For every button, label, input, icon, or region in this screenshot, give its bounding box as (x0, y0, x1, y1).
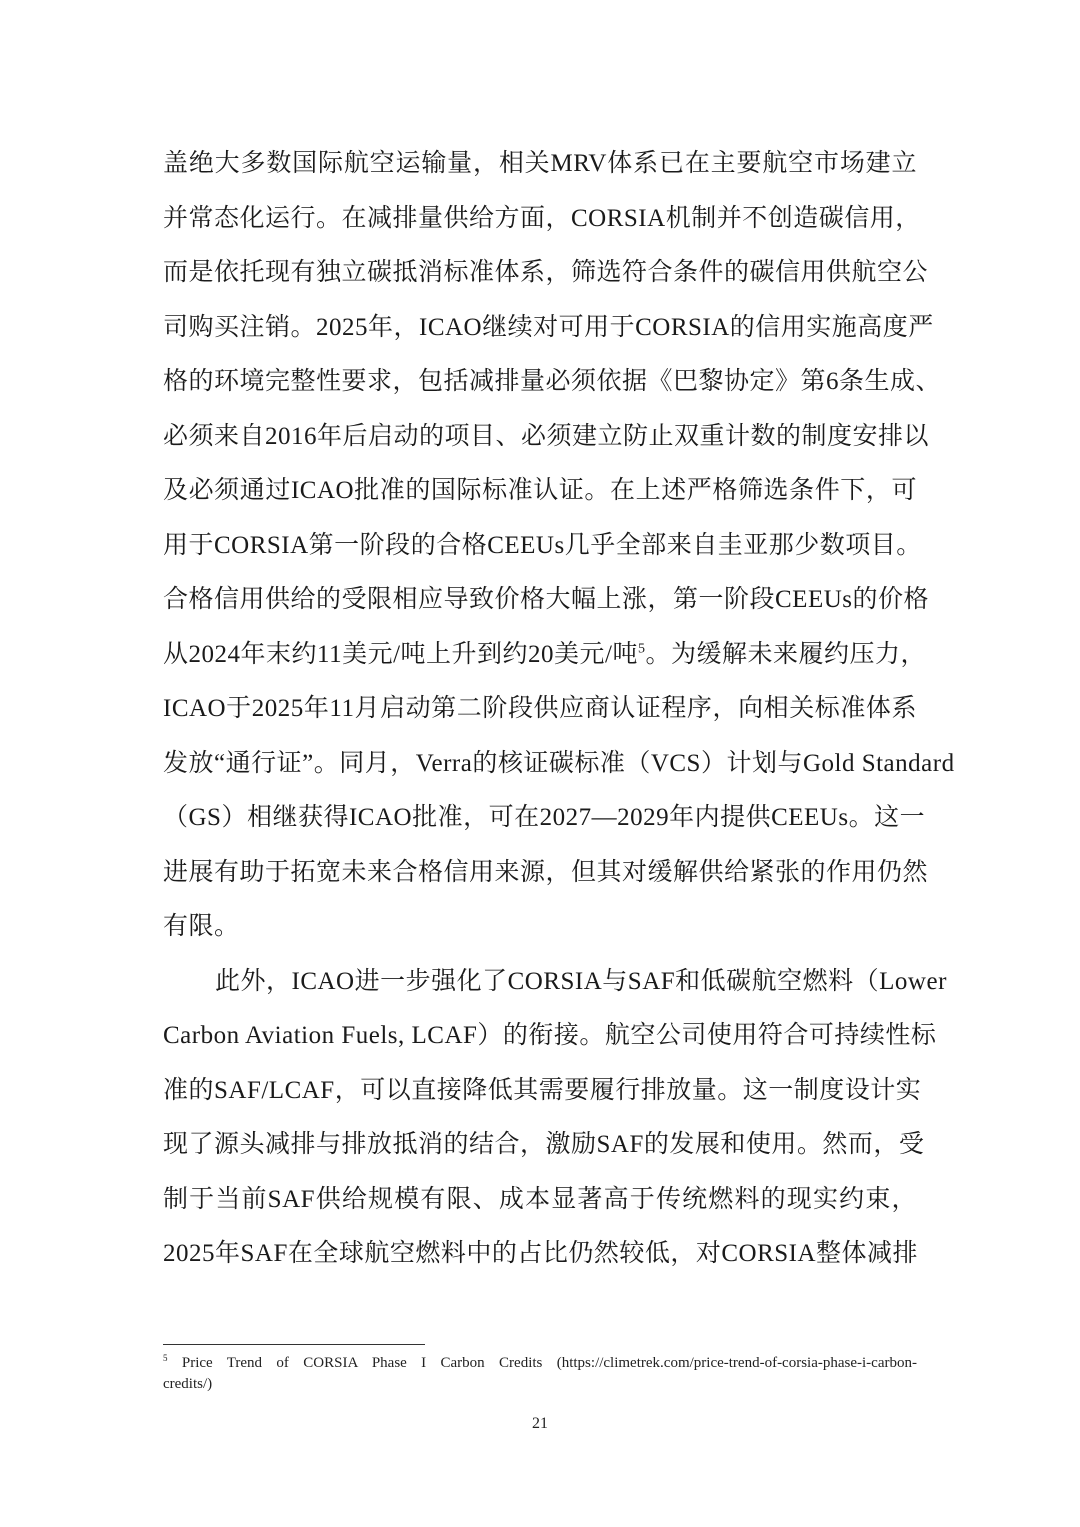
text-line: 司购买注销。2025年，ICAO继续对可用于CORSIA的信用实施高度严 (163, 313, 934, 341)
text-line: 进展有助于拓宽未来合格信用来源，但其对缓解供给紧张的作用仍然 (163, 858, 929, 886)
text-line: 及必须通过ICAO批准的国际标准认证。在上述严格筛选条件下，可 (163, 477, 917, 504)
footnote-reference[interactable]: 5 (637, 641, 646, 657)
footnote-text[interactable]: Price Trend of CORSIA Phase I Carbon Credits (https://climetrek.com/price-trend-of-corsia-phase-i-carbon- (181, 1355, 917, 1371)
body-text (163, 137, 955, 1282)
text-segment: 。为缓解未来履约压力， (645, 640, 926, 668)
text-line: 用于CORSIA第一阶段的合格CEEUs几乎全部来自圭亚那少数项目。 (163, 531, 922, 559)
paragraph-1 (163, 137, 955, 955)
footnote-mark: 5 (163, 1353, 168, 1363)
text-line: 2025年SAF在全球航空燃料中的占比仍然较低，对CORSIA整体减排 (163, 1240, 919, 1267)
text-line-with-footnote-ref (163, 628, 926, 683)
footnote-divider (163, 1344, 425, 1345)
page-number: 21 (532, 1415, 548, 1432)
text-line: 盖绝大多数国际航空运输量，相关MRV体系已在主要航空市场建立 (163, 150, 917, 177)
text-line: 而是依托现有独立碳抵消标准体系，筛选符合条件的碳信用供航空公 (163, 259, 929, 286)
text-line: 并常态化运行。在减排量供给方面，CORSIA机制并不创造碳信用， (163, 204, 921, 232)
text-line: Carbon Aviation Fuels, LCAF）的衔接。航空公司使用符合可持续性标 (163, 1022, 937, 1049)
footnote-line[interactable]: credits/) (163, 1376, 213, 1392)
text-segment: 从2024年末约11美元/吨上升到约20美元/吨 (163, 640, 638, 668)
text-line: 必须来自2016年后启动的项目、必须建立防止双重计数的制度安排以 (163, 422, 930, 450)
paragraph-2 (163, 955, 947, 1282)
text-line: 发放“通行证”。同月，Verra的核证碳标准（VCS）计划与Gold Standard (163, 749, 955, 777)
text-line: 此外，ICAO进一步强化了CORSIA与SAF和低碳航空燃料（Lower (215, 967, 947, 995)
text-line: （GS）相继获得ICAO批准，可在2027—2029年内提供CEEUs。这一 (163, 804, 926, 831)
text-line: 准的SAF/LCAF，可以直接降低其需要履行排放量。这一制度设计实 (163, 1076, 922, 1104)
text-line: 制于当前SAF供给规模有限、成本显著高于传统燃料的现实约束， (163, 1185, 917, 1213)
text-line: 有限。 (163, 913, 240, 940)
text-line: 合格信用供给的受限相应导致价格大幅上涨，第一阶段CEEUs的价格 (163, 586, 930, 613)
footnote-line (163, 1353, 917, 1374)
text-line: 现了源头减排与排放抵消的结合，激励SAF的发展和使用。然而，受 (163, 1131, 925, 1158)
text-line: ICAO于2025年11月启动第二阶段供应商认证程序，向相关标准体系 (163, 695, 917, 722)
text-line: 格的环境完整性要求，包括减排量必须依据《巴黎协定》第6条生成、 (163, 368, 942, 395)
footnote (163, 1353, 917, 1395)
